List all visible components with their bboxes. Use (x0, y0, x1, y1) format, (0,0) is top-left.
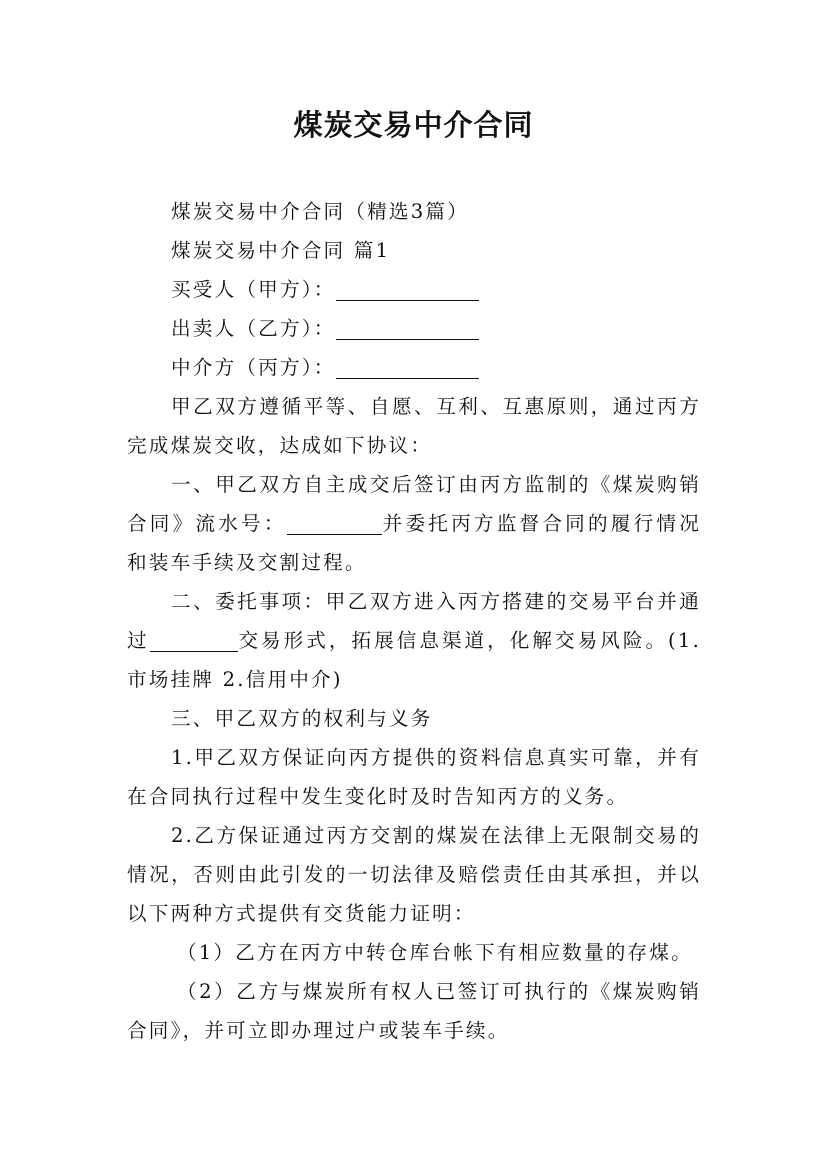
document-subtitle: 煤炭交易中介合同（精选3篇） (171, 200, 469, 223)
document-title: 煤炭交易中介合同 (293, 108, 534, 142)
clause-3-heading: 三、甲乙双方的权利与义务 (171, 707, 433, 730)
party-a-blank (336, 278, 479, 301)
section-heading: 煤炭交易中介合同 篇1 (171, 239, 391, 262)
clause-2-text-before: 二、委托事项：甲乙双方进入丙方搭建的交易平台并通过 (127, 590, 701, 652)
clause-2 (127, 582, 701, 699)
party-c-line (127, 348, 701, 387)
intro-paragraph: 甲乙双方遵循平等、自愿、互利、互惠原则，通过丙方完成煤炭交收，达成如下协议： (127, 395, 701, 457)
clause-3-item-1: 1.甲乙双方保证向丙方提供的资料信息真实可靠，并有在合同执行过程中发生变化时及时告知丙方的义务。 (127, 746, 701, 808)
party-a-line (127, 270, 701, 309)
clause-2-text-after: 交易形式，拓展信息渠道，化解交易风险。(1.市场挂牌 2.信用中介) (127, 629, 701, 691)
party-c-label: 中介方（丙方）： (171, 356, 336, 379)
party-b-blank (336, 317, 479, 340)
clause-3-item-2-sub-1: （1）乙方在丙方中转仓库台帐下有相应数量的存煤。 (177, 941, 693, 964)
clause-1-text-after: 并委托丙方监督合同的履行情况和装车手续及交割过程。 (127, 512, 701, 574)
clause-1 (127, 465, 701, 582)
party-a-label: 买受人（甲方）： (171, 278, 336, 301)
serial-number-blank (287, 512, 382, 535)
clause-3-item-2-sub-2: （2）乙方与煤炭所有权人已签订可执行的《煤炭购销合同》，并可立即办理过户或装车手续。 (127, 980, 701, 1042)
clause-3-item-2: 2.乙方保证通过丙方交割的煤炭在法律上无限制交易的情况，否则由此引发的一切法律及赔偿责任由其承担，并以以下两种方式提供有交货能力证明： (127, 824, 701, 925)
party-b-line (127, 309, 701, 348)
trade-form-blank (150, 629, 238, 652)
clause-1-text-before: 一、甲乙双方自主成交后签订由丙方监制的《煤炭购销合同》流水号： (127, 473, 701, 535)
party-b-label: 出卖人（乙方）： (171, 317, 336, 340)
document-body (127, 192, 701, 1050)
party-c-blank (336, 356, 479, 379)
